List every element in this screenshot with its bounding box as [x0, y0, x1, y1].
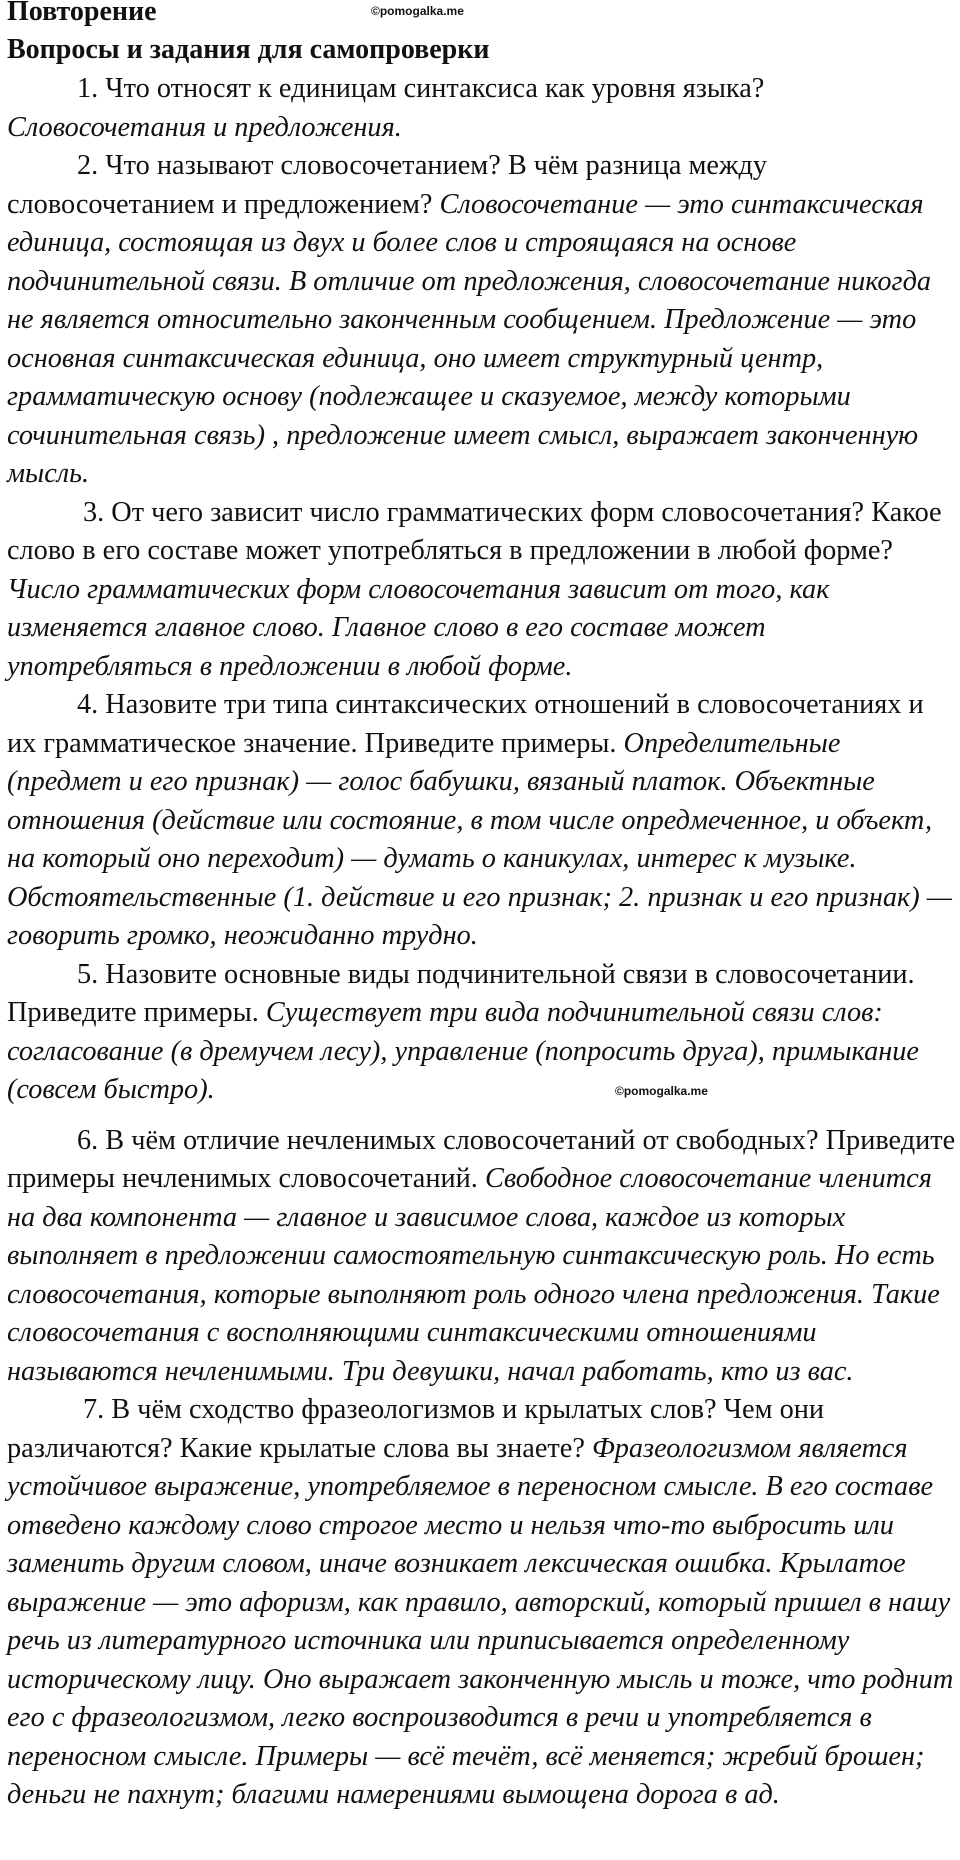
question-item-3: [7, 494, 958, 687]
watermark-top: ©pomogalka.me: [371, 4, 464, 18]
watermark-middle: ©pomogalka.me: [615, 1084, 708, 1098]
question-text: 4. Назовите три типа синтаксических отношений в словосочетаниях и их грамматическое значение. Приведите примеры.: [7, 689, 924, 759]
question-text: 2. Что называют словосочетанием? В чём разница между словосочетанием и предложением?: [7, 150, 768, 220]
question-text: 1. Что относят к единицам синтаксиса как уровня языка?: [77, 73, 765, 104]
answer-text: Словосочетание — это синтаксическая единица, состоящая из двух и более слов и строящаяся на основе подчинительной связи. В отличие от предложения, словосочетание никогда не является относительно законченным сообщением. Предложение — это основная синтаксическая единица, оно имеет структурный центр, грамматическую основу (подлежащее и сказуемое, между которыми сочинительная связь) , предложение имеет смысл, выражает законченную мысль.: [7, 188, 932, 489]
answer-text: Определительные (предмет и его признак) — голос бабушки, вязаный платок. Объектные отношения (действие или состояние, в том числе опредмеченное, и объект, на который оно переходит) — думать о каникулах, интерес к музыке. Обстоятельственные (1. действие и его признак; 2. признак и его признак) — говорить громко, неожиданно трудно.: [7, 727, 952, 951]
answer-text: Фразеологизмом является устойчивое выражение, употребляемое в переносном смысле. В его составе отведено каждому слово строгое место и нельзя что-то выбросить или заменить другим словом, иначе возникает лексическая ошибка. Крылатое выражение — это афоризм, как правило, авторский, который пришел в нашу речь из литературного источника или приписывается определенному историческому лицу. Оно выражает законченную мысль и тоже, что роднит его с фразеологизмом, легко воспроизводится в речи и употребляется в переносном смысле. Примеры — всё течёт, всё меняется; жребий брошен; деньги не пахнут; благими намерениями вымощена дорога в ад.: [7, 1432, 954, 1810]
answer-text: Существует три вида подчинительной связи слов: согласование (в дремучем лесу), управление (попросить друга), примыкание (совсем быстро).: [7, 997, 919, 1105]
page-title: Повторение: [7, 0, 157, 27]
question-text: 3. От чего зависит число грамматических форм словосочетания? Какое слово в его составе может употребляться в предложении в любой форме?: [7, 496, 942, 566]
answer-text: Свободное словосочетание членится на два компонента — главное и зависимое слова, каждое из которых выполняет в предложении самостоятельную синтаксическую роль. Но есть словосочетания, которые выполняют роль одного члена предложения. Такие словосочетания с восполняющими синтаксическими отношениями называются нечленимыми. Три девушки, начал работать, кто из вас.: [7, 1163, 940, 1387]
question-item-7: [7, 1391, 958, 1815]
question-item-4: [7, 686, 958, 956]
questions-list: [7, 70, 958, 1815]
answer-text: Словосочетания и предложения.: [7, 111, 402, 143]
question-text: 6. В чём отличие нечленимых словосочетаний от свободных? Приведите примеры нечленимых словосочетаний.: [7, 1124, 956, 1194]
question-text: 7. В чём сходство фразеологизмов и крылатых слов? Чем они различаются? Какие крылатые слова вы знаете?: [7, 1394, 825, 1464]
answer-text: Число грамматических форм словосочетания зависит от того, как изменяется главное слово. Главное слово в его составе может употребляться в предложении в любой форме.: [7, 573, 830, 682]
question-item-1: [7, 70, 958, 109]
section-heading: Вопросы и задания для самопроверки: [7, 34, 490, 65]
question-item-5: [7, 956, 958, 1110]
question-text: 5. Назовите основные виды подчинительной связи в словосочетании. Приведите примеры.: [7, 958, 915, 1028]
question-item-2: [7, 147, 958, 494]
question-item-6: [7, 1122, 958, 1392]
